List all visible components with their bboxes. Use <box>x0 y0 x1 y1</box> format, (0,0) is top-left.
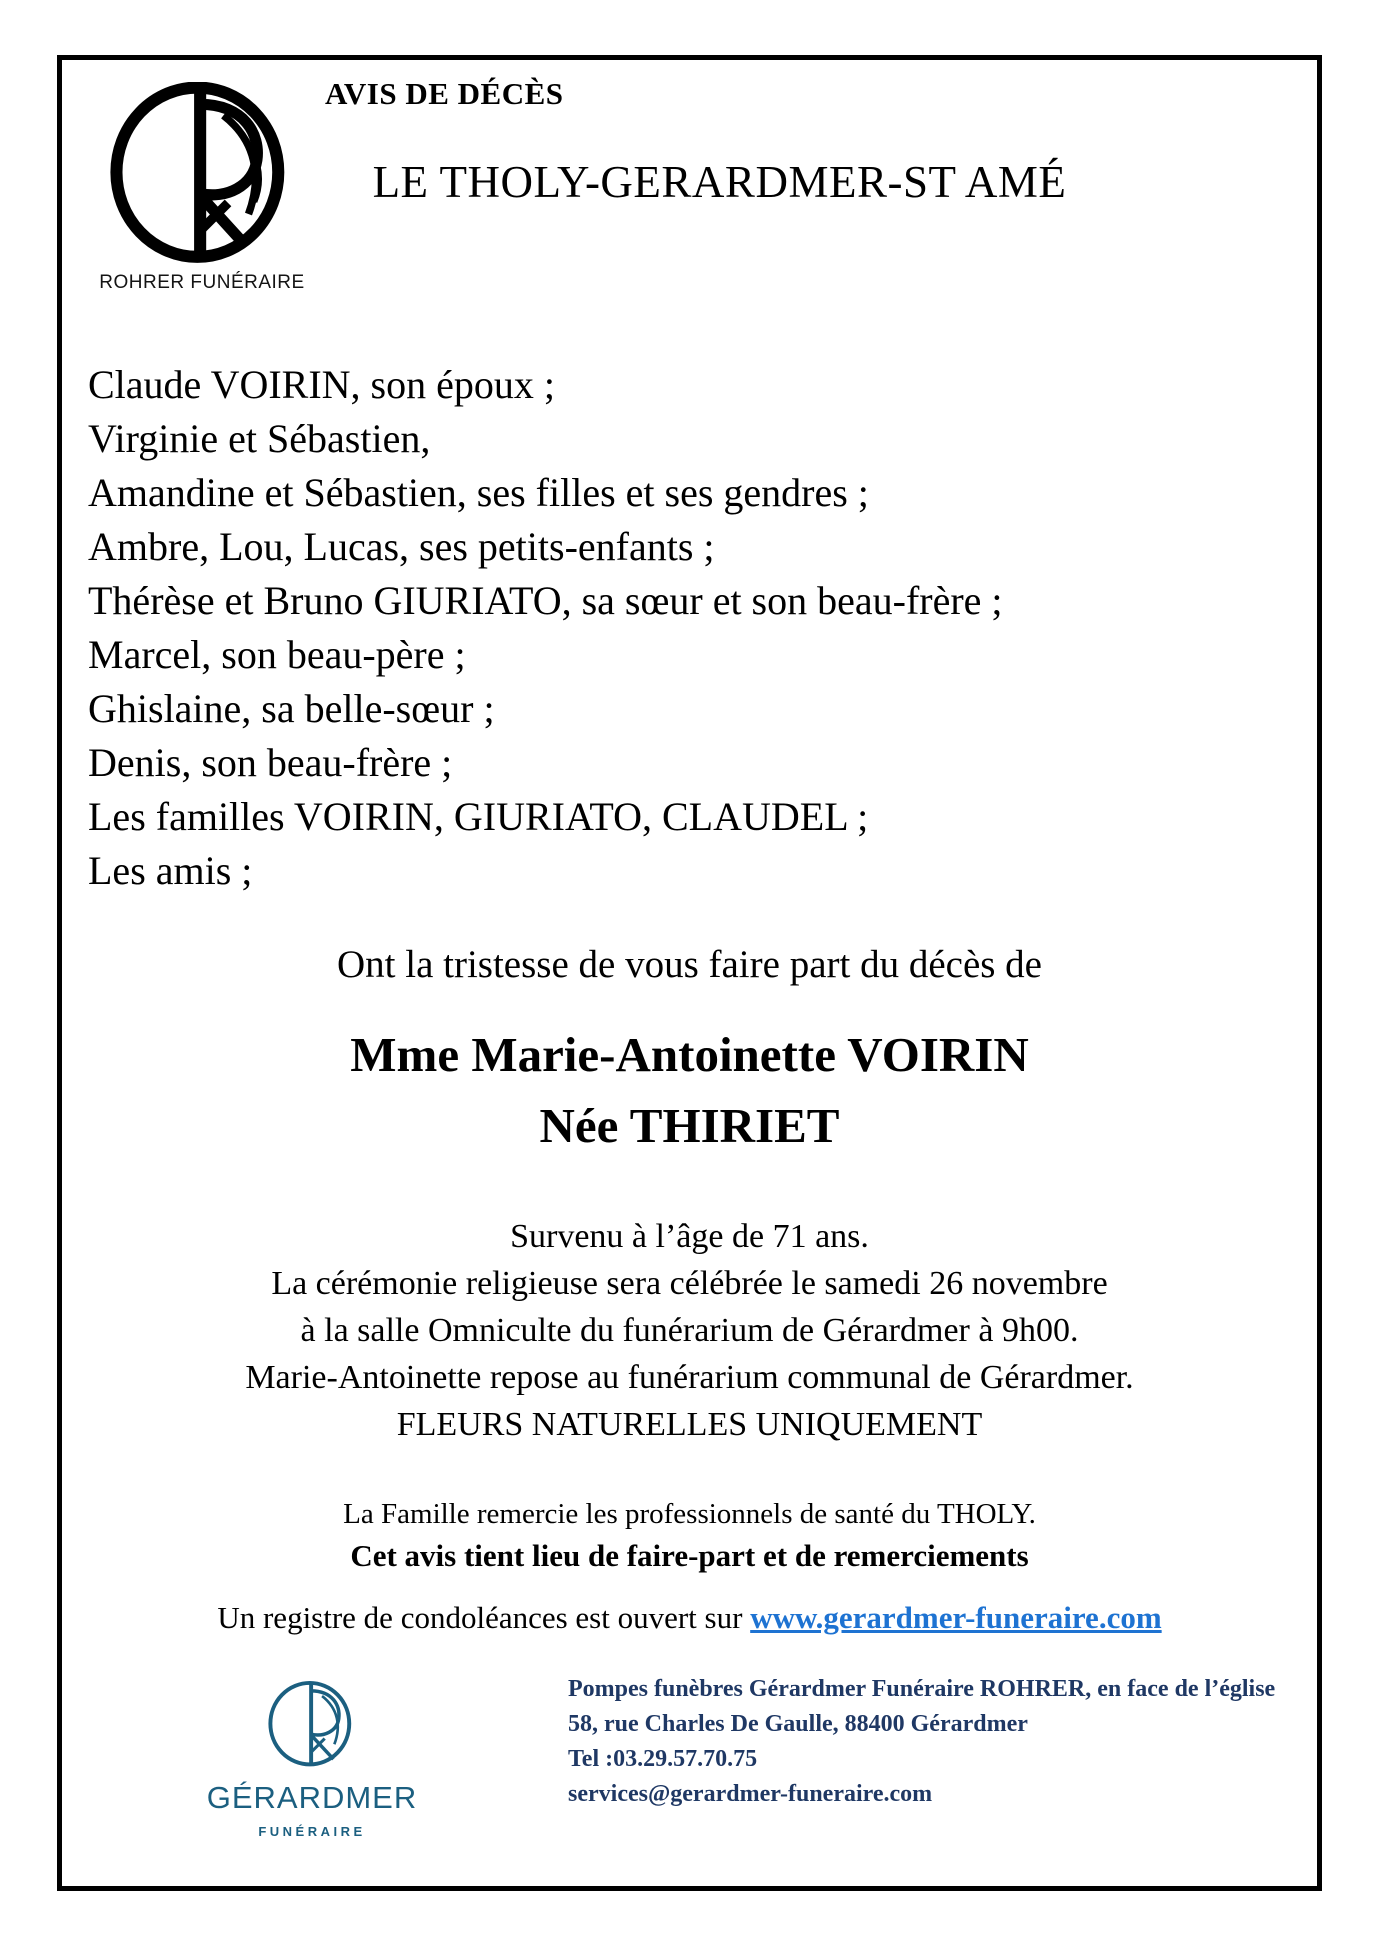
family-line: Virginie et Sébastien, <box>88 416 431 461</box>
header <box>62 60 1317 318</box>
family-line: Ghislaine, sa belle-sœur ; <box>88 686 495 731</box>
family-line: Claude VOIRIN, son époux ; <box>88 362 555 407</box>
announcement-intro: Ont la tristesse de vous faire part du décès de <box>336 943 1042 986</box>
detail-line: Survenu à l’âge de 71 ans. <box>510 1218 869 1255</box>
notice-frame <box>57 55 1322 1891</box>
contact-line-address: 58, rue Charles De Gaulle, 88400 Gérardmer <box>568 1711 1028 1737</box>
rohrer-logo-caption: ROHRER FUNÉRAIRE <box>99 272 305 293</box>
detail-line: La cérémonie religieuse sera célébrée le samedi 26 novembre <box>271 1265 1108 1302</box>
contact-block <box>568 1666 1275 1812</box>
footer-logo-name: GÉRARDMER <box>206 1780 418 1815</box>
gerardmer-funeraire-logo <box>204 1666 420 1839</box>
contact-line-email: services@gerardmer-funeraire.com <box>568 1781 933 1807</box>
family-line: Ambre, Lou, Lucas, ses petits-enfants ; <box>88 524 715 569</box>
locations-title: LE THOLY-GERARDMER-ST AMÉ <box>372 157 1067 207</box>
register-line <box>62 1600 1317 1636</box>
family-line: Thérèse et Bruno GIURIATO, sa sœur et son beau-frère ; <box>88 578 1003 623</box>
family-line: Denis, son beau-frère ; <box>88 740 453 785</box>
register-text: Un registre de condoléances est ouvert sur <box>217 1600 751 1635</box>
condolence-register-link[interactable]: www.gerardmer-funeraire.com <box>750 1600 1162 1635</box>
contact-line-phone: Tel :03.29.57.70.75 <box>568 1746 758 1772</box>
thanks-line: La Famille remercie les professionnels de santé du THOLY. <box>343 1498 1036 1530</box>
contact-line-company: Pompes funèbres Gérardmer Funéraire ROHRER, en face de l’église <box>568 1676 1276 1702</box>
deceased-name: Mme Marie-Antoinette VOIRIN <box>350 1027 1029 1082</box>
detail-line: Marie-Antoinette repose au funérarium communal de Gérardmer. <box>245 1359 1134 1396</box>
family-line: Amandine et Sébastien, ses filles et ses gendres ; <box>88 470 869 515</box>
family-line: Marcel, son beau-père ; <box>88 632 466 677</box>
family-line: Les familles VOIRIN, GIURIATO, CLAUDEL ; <box>88 794 869 839</box>
detail-line: FLEURS NATURELLES UNIQUEMENT <box>396 1406 983 1443</box>
notice-type-title: AVIS DE DÉCÈS <box>325 76 564 111</box>
ceremony-details <box>62 1213 1317 1448</box>
detail-line: à la salle Omniculte du funérarium de Gérardmer à 9h00. <box>300 1312 1079 1349</box>
family-line: Les amis ; <box>88 848 253 893</box>
faire-part-line: Cet avis tient lieu de faire-part et de remerciements <box>350 1538 1029 1573</box>
deceased-maiden-name: Née THIRIET <box>539 1098 840 1153</box>
deceased-name-block <box>62 1019 1317 1161</box>
family-list <box>88 358 1317 898</box>
gerardmer-monogram-icon <box>266 1678 358 1772</box>
footer <box>62 1666 1317 1839</box>
footer-logo-subtitle: FUNÉRAIRE <box>258 1824 366 1839</box>
thanks-block <box>62 1494 1317 1576</box>
